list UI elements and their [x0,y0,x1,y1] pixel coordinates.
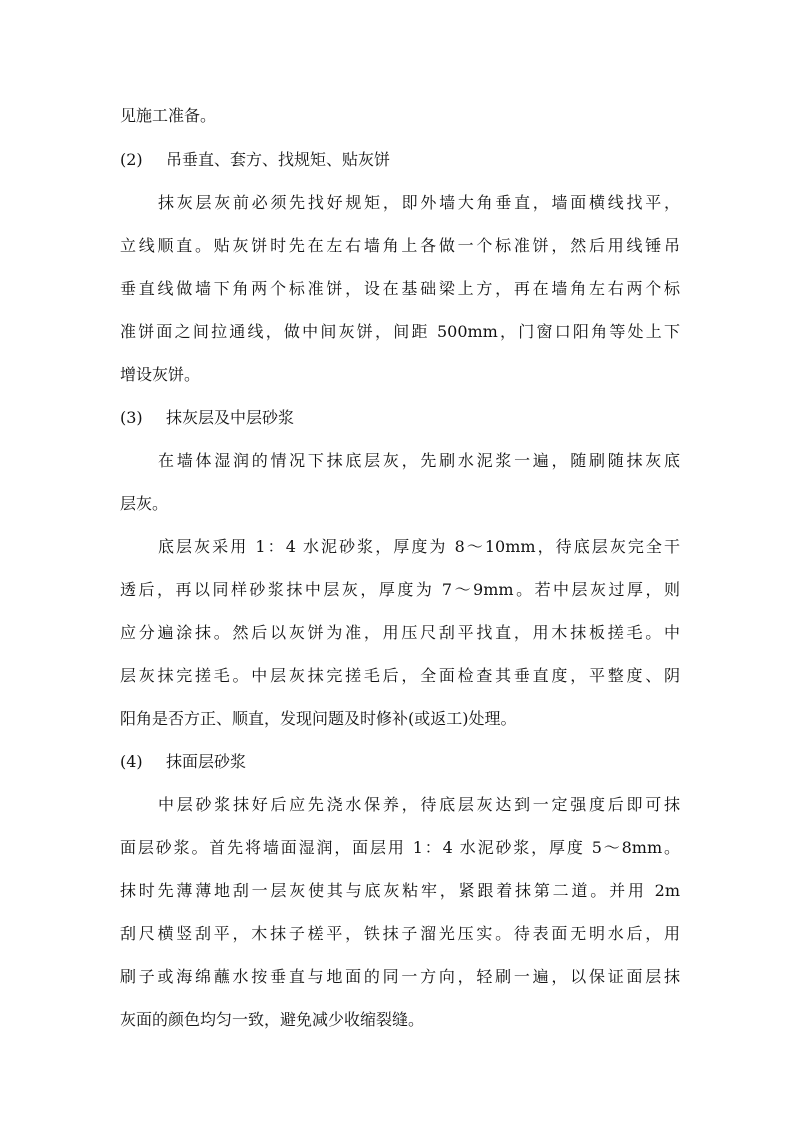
section-heading [120,408,680,428]
paragraph-line: 垂直线做墙下角两个标准饼，设在基础梁上方，再在墙角左右两个标 [120,279,680,298]
section-title: 抹面层砂浆 [166,752,247,771]
section-heading [120,150,680,170]
paragraph-line: 层灰。 [120,494,169,513]
paragraph-line: 应分遍涂抹。然后以灰饼为准，用压尺刮平找直，用木抹板搓毛。中 [120,623,680,642]
paragraph-line: 刮尺横竖刮平，木抹子槎平，铁抹子溜光压实。待表面无明水后，用 [120,924,680,943]
paragraph-line: 底层灰采用 1：4 水泥砂浆，厚度为 8～10mm，待底层灰完全干 [158,537,680,556]
section-number: (3) [120,408,143,427]
paragraph-line: 抹时先薄薄地刮一层灰使其与底灰粘牢，紧跟着抹第二道。并用 2m [120,881,680,900]
intro-tail-line: 见施工准备。 [120,106,217,125]
section-title: 抹灰层及中层砂浆 [166,408,295,427]
paragraph-line: 在墙体湿润的情况下抹底层灰，先刷水泥浆一遍，随刷随抹灰底 [158,451,680,470]
paragraph-line: 面层砂浆。首先将墙面湿润，面层用 1：4 水泥砂浆，厚度 5～8mm。 [120,838,680,857]
paragraph-line: 抹灰层灰前必须先找好规矩，即外墙大角垂直，墙面横线找平， [158,193,680,212]
paragraph-line: 层灰抹完搓毛。中层灰抹完搓毛后，全面检查其垂直度，平整度、阴 [120,666,680,685]
paragraph-line: 准饼面之间拉通线，做中间灰饼，间距 500mm，门窗口阳角等处上下 [120,322,680,341]
paragraph-line: 增设灰饼。 [120,365,201,384]
paragraph-line: 刷子或海绵蘸水按垂直与地面的同一方向，轻刷一遍，以保证面层抹 [120,967,680,986]
paragraph-line: 透后，再以同样砂浆抹中层灰，厚度为 7～9mm。若中层灰过厚，则 [120,580,680,599]
section-number: (2) [120,150,143,169]
paragraph-line: 立线顺直。贴灰饼时先在左右墙角上各做一个标准饼，然后用线锤吊 [120,236,680,255]
paragraph-line: 阳角是否方正、顺直，发现问题及时修补(或返工)处理。 [120,709,517,728]
paragraph-line: 中层砂浆抹好后应先浇水保养，待底层灰达到一定强度后即可抹 [158,795,680,814]
section-heading [120,752,680,772]
section-title: 吊垂直、套方、找规矩、贴灰饼 [166,150,391,169]
paragraph-line: 灰面的颜色均匀一致，避免减少收缩裂缝。 [120,1010,425,1029]
section-number: (4) [120,752,143,771]
